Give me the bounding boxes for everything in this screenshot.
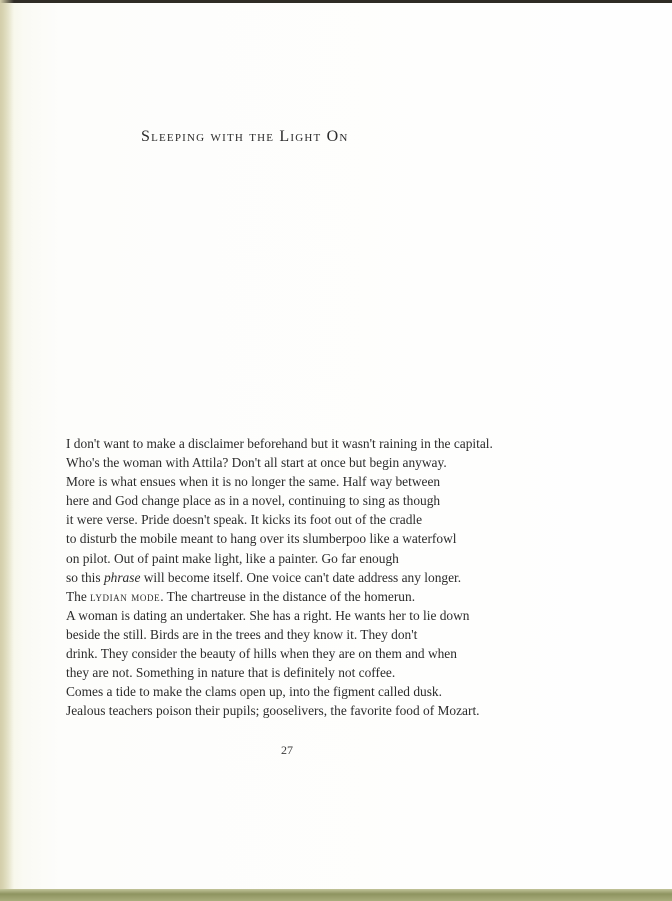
small-caps-phrase: lydian mode [90,588,161,604]
poem-line [66,568,493,587]
poem-line: beside the still. Birds are in the trees and they know it. They don't [66,626,418,642]
poem-line: I don't want to make a disclaimer beforehand but it wasn't raining in the capital. [66,436,493,451]
poem-body [66,434,493,720]
poem-text: so this [66,569,104,585]
poem-line: Comes a tide to make the clams open up, into the figment called dusk. [66,684,442,700]
poem-line: on pilot. Out of paint make light, like a painter. Go far enough [66,550,399,566]
poem-line: Who's the woman with Attila? Don't all start at once but begin anyway. [66,455,447,471]
poem-line: More is what ensues when it is no longer the same. Half way between [66,474,441,490]
poem-line: Jealous teachers poison their pupils; gooselivers, the favorite food of Mozart. [66,703,480,719]
page-number: 27 [281,743,293,757]
poem-line: it were verse. Pride doesn't speak. It kicks its foot out of the cradle [66,512,423,528]
emphasized-word: phrase [103,569,141,585]
page-top-edge [0,0,672,3]
poem-title: Sleeping with the Light On [141,128,349,145]
poem-line: A woman is dating an undertaker. She has a right. He wants her to lie down [66,607,470,623]
poem-line: here and God change place as in a novel, continuing to sing as though [66,493,441,509]
poem-line: they are not. Something in nature that is definitely not coffee. [66,665,396,681]
binding-gutter-shadow [0,0,14,901]
poem-line: drink. They consider the beauty of hills when they are on them and when [66,646,457,662]
poem-text: will become itself. One voice can't date address any longer. [140,569,462,585]
poem-text: The [66,588,91,604]
poem-line [66,587,493,606]
page-bottom-edge [0,889,672,901]
poem-line: to disturb the mobile meant to hang over its slumberpoo like a waterfowl [66,531,457,547]
poem-text: . The chartreuse in the distance of the homerun. [160,588,416,604]
